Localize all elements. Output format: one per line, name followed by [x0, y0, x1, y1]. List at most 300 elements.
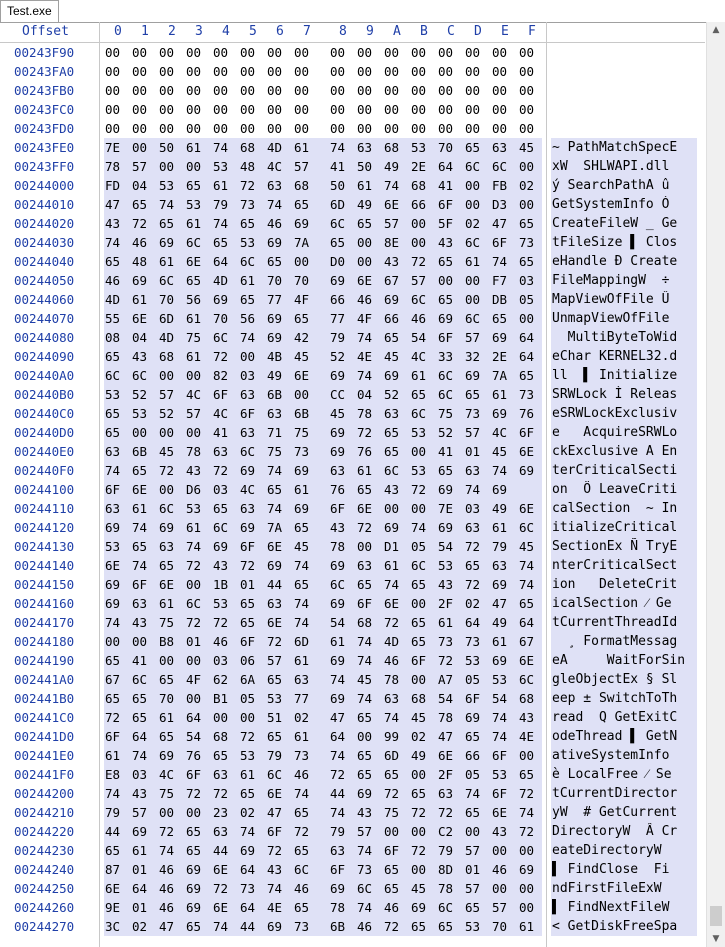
row-offset[interactable]: 00244000: [14, 178, 75, 193]
hex-byte[interactable]: 74: [213, 919, 229, 934]
hex-byte[interactable]: 6F: [492, 786, 508, 801]
hex-byte[interactable]: 65: [294, 197, 310, 212]
hex-byte[interactable]: 61: [492, 634, 508, 649]
hex-byte[interactable]: 70: [438, 140, 454, 155]
hex-byte[interactable]: 72: [384, 786, 400, 801]
hex-byte[interactable]: 00: [411, 672, 427, 687]
hex-byte[interactable]: 65: [105, 691, 121, 706]
ascii-text[interactable]: ativeSystemInfo: [552, 748, 670, 763]
hex-byte[interactable]: 00: [132, 64, 148, 79]
hex-byte[interactable]: 65: [267, 254, 283, 269]
hex-byte[interactable]: 00: [294, 45, 310, 60]
hex-byte[interactable]: 74: [105, 235, 121, 250]
hex-byte[interactable]: 00: [492, 64, 508, 79]
hex-byte[interactable]: 05: [411, 539, 427, 554]
row-offset[interactable]: 002441C0: [14, 710, 75, 725]
hex-byte[interactable]: 02: [240, 805, 256, 820]
hex-byte[interactable]: 65: [294, 520, 310, 535]
hex-byte[interactable]: 69: [267, 235, 283, 250]
row-offset[interactable]: 00244120: [14, 520, 75, 535]
hex-byte[interactable]: 72: [186, 615, 202, 630]
hex-byte[interactable]: 00: [357, 235, 373, 250]
hex-byte[interactable]: 6C: [492, 159, 508, 174]
hex-byte[interactable]: 61: [330, 634, 346, 649]
hex-byte[interactable]: 00: [492, 121, 508, 136]
hex-byte[interactable]: 69: [240, 463, 256, 478]
hex-byte[interactable]: 7E: [105, 140, 121, 155]
hex-byte[interactable]: 65: [465, 140, 481, 155]
hex-byte[interactable]: 6C: [438, 387, 454, 402]
ascii-text[interactable]: è LocalFree ⁄ Se: [552, 767, 672, 782]
hex-byte[interactable]: 69: [105, 596, 121, 611]
hex-byte[interactable]: 00: [240, 710, 256, 725]
hex-byte[interactable]: 61: [294, 482, 310, 497]
hex-byte[interactable]: 72: [465, 577, 481, 592]
hex-byte[interactable]: 00: [438, 273, 454, 288]
hex-byte[interactable]: 74: [384, 577, 400, 592]
hex-byte[interactable]: 43: [438, 235, 454, 250]
hex-byte[interactable]: 00: [159, 425, 175, 440]
hex-byte[interactable]: 00: [267, 102, 283, 117]
ascii-text[interactable]: gleObjectEx § Sl: [552, 672, 678, 687]
hex-byte[interactable]: 46: [411, 311, 427, 326]
hex-byte[interactable]: 74: [357, 653, 373, 668]
hex-byte[interactable]: 46: [159, 881, 175, 896]
hex-byte[interactable]: 72: [240, 729, 256, 744]
hex-byte[interactable]: 69: [330, 558, 346, 573]
hex-byte[interactable]: 05: [240, 691, 256, 706]
hex-byte[interactable]: 75: [384, 805, 400, 820]
hex-byte[interactable]: 74: [357, 634, 373, 649]
hex-byte[interactable]: 41: [132, 653, 148, 668]
hex-byte[interactable]: 74: [519, 558, 535, 573]
hex-byte[interactable]: 63: [330, 843, 346, 858]
hex-byte[interactable]: 70: [159, 691, 175, 706]
hex-byte[interactable]: 65: [294, 843, 310, 858]
hex-byte[interactable]: 6E: [213, 862, 229, 877]
hex-byte[interactable]: 53: [465, 653, 481, 668]
hex-byte[interactable]: 2E: [411, 159, 427, 174]
hex-byte[interactable]: 65: [240, 596, 256, 611]
hex-byte[interactable]: 65: [384, 881, 400, 896]
hex-byte[interactable]: 6B: [267, 387, 283, 402]
hex-byte[interactable]: 72: [519, 824, 535, 839]
hex-byte[interactable]: 3C: [105, 919, 121, 934]
hex-byte[interactable]: 00: [213, 45, 229, 60]
hex-byte[interactable]: 72: [186, 558, 202, 573]
ascii-text[interactable]: tFileSize ▌ Clos: [552, 235, 678, 250]
hex-byte[interactable]: 74: [357, 843, 373, 858]
hex-byte[interactable]: 74: [267, 501, 283, 516]
hex-byte[interactable]: 69: [519, 463, 535, 478]
hex-byte[interactable]: 00: [186, 159, 202, 174]
hex-byte[interactable]: 53: [438, 558, 454, 573]
hex-byte[interactable]: 6C: [465, 235, 481, 250]
hex-byte[interactable]: 65: [384, 862, 400, 877]
hex-byte[interactable]: 01: [132, 900, 148, 915]
hex-byte[interactable]: 00: [132, 140, 148, 155]
hex-byte[interactable]: 6B: [294, 406, 310, 421]
hex-byte[interactable]: 69: [492, 406, 508, 421]
hex-byte[interactable]: 45: [330, 406, 346, 421]
row-offset[interactable]: 00244030: [14, 235, 75, 250]
hex-byte[interactable]: 74: [519, 805, 535, 820]
hex-byte[interactable]: 00: [186, 45, 202, 60]
hex-byte[interactable]: 6E: [438, 748, 454, 763]
hex-byte[interactable]: 75: [159, 615, 175, 630]
hex-byte[interactable]: 57: [267, 653, 283, 668]
hex-byte[interactable]: 03: [519, 273, 535, 288]
hex-byte[interactable]: 00: [465, 292, 481, 307]
hex-byte[interactable]: 65: [294, 577, 310, 592]
hex-byte[interactable]: 61: [186, 140, 202, 155]
hex-byte[interactable]: 46: [213, 634, 229, 649]
hex-byte[interactable]: 74: [357, 368, 373, 383]
ascii-text[interactable]: ndFirstFileExW: [552, 881, 662, 896]
hex-byte[interactable]: 53: [492, 672, 508, 687]
hex-byte[interactable]: 54: [438, 539, 454, 554]
hex-byte[interactable]: 64: [186, 710, 202, 725]
hex-byte[interactable]: 6E: [267, 786, 283, 801]
hex-byte[interactable]: 00: [240, 349, 256, 364]
hex-byte[interactable]: 53: [411, 463, 427, 478]
row-offset[interactable]: 00244170: [14, 615, 75, 630]
hex-byte[interactable]: 53: [105, 387, 121, 402]
hex-byte[interactable]: 74: [159, 843, 175, 858]
hex-byte[interactable]: 69: [330, 653, 346, 668]
hex-byte[interactable]: 68: [519, 691, 535, 706]
hex-byte[interactable]: 65: [159, 558, 175, 573]
hex-byte[interactable]: 63: [240, 501, 256, 516]
hex-byte[interactable]: 6E: [132, 482, 148, 497]
row-offset[interactable]: 00244260: [14, 900, 75, 915]
hex-byte[interactable]: 00: [132, 425, 148, 440]
hex-byte[interactable]: 65: [492, 311, 508, 326]
hex-byte[interactable]: 00: [438, 121, 454, 136]
ascii-text[interactable]: MapViewOfFile Û: [552, 292, 670, 307]
hex-byte[interactable]: 00: [384, 501, 400, 516]
hex-byte[interactable]: 63: [213, 444, 229, 459]
hex-byte[interactable]: 43: [330, 520, 346, 535]
hex-byte[interactable]: 00: [294, 64, 310, 79]
hex-byte[interactable]: 00: [384, 824, 400, 839]
hex-byte[interactable]: 4C: [267, 159, 283, 174]
hex-byte[interactable]: 00: [519, 311, 535, 326]
hex-byte[interactable]: 57: [159, 387, 175, 402]
hex-byte[interactable]: 63: [294, 672, 310, 687]
hex-byte[interactable]: 43: [105, 216, 121, 231]
hex-byte[interactable]: 65: [465, 387, 481, 402]
hex-byte[interactable]: 65: [438, 292, 454, 307]
hex-byte[interactable]: 61: [159, 596, 175, 611]
hex-byte[interactable]: C2: [438, 824, 454, 839]
hex-byte[interactable]: 65: [519, 216, 535, 231]
hex-byte[interactable]: 4D: [105, 292, 121, 307]
hex-byte[interactable]: 6C: [438, 368, 454, 383]
hex-byte[interactable]: 78: [330, 900, 346, 915]
hex-byte[interactable]: 61: [159, 254, 175, 269]
hex-byte[interactable]: 00: [384, 102, 400, 117]
ascii-text[interactable]: ll ▌ Initialize: [552, 368, 678, 383]
hex-byte[interactable]: 6C: [186, 235, 202, 250]
hex-byte[interactable]: 6C: [240, 444, 256, 459]
ascii-text[interactable]: on Ö LeaveCriti: [552, 482, 678, 497]
ascii-text[interactable]: eHandle Ð Create: [552, 254, 678, 269]
hex-byte[interactable]: 00: [330, 83, 346, 98]
hex-byte[interactable]: 74: [492, 710, 508, 725]
hex-byte[interactable]: 4D: [384, 634, 400, 649]
hex-byte[interactable]: 65: [411, 577, 427, 592]
hex-byte[interactable]: 00: [213, 710, 229, 725]
hex-byte[interactable]: 04: [357, 387, 373, 402]
scroll-down-button[interactable]: [707, 931, 725, 947]
hex-byte[interactable]: 44: [213, 843, 229, 858]
hex-byte[interactable]: 00: [159, 482, 175, 497]
hex-byte[interactable]: 69: [519, 862, 535, 877]
hex-byte[interactable]: 63: [159, 539, 175, 554]
hex-byte[interactable]: 45: [384, 349, 400, 364]
hex-byte[interactable]: 52: [330, 349, 346, 364]
hex-byte[interactable]: 69: [240, 520, 256, 535]
hex-byte[interactable]: 6C: [240, 254, 256, 269]
hex-byte[interactable]: 00: [357, 83, 373, 98]
hex-byte[interactable]: 45: [294, 349, 310, 364]
row-offset[interactable]: 002441B0: [14, 691, 75, 706]
hex-byte[interactable]: 79: [213, 197, 229, 212]
hex-byte[interactable]: 6F: [186, 767, 202, 782]
hex-byte[interactable]: 00: [384, 83, 400, 98]
hex-byte[interactable]: 72: [411, 254, 427, 269]
hex-byte[interactable]: 7A: [294, 235, 310, 250]
hex-byte[interactable]: 65: [384, 444, 400, 459]
hex-byte[interactable]: 69: [492, 482, 508, 497]
hex-byte[interactable]: DB: [492, 292, 508, 307]
hex-byte[interactable]: 00: [105, 45, 121, 60]
hex-byte[interactable]: 05: [519, 292, 535, 307]
hex-byte[interactable]: 62: [213, 672, 229, 687]
hex-byte[interactable]: 6E: [105, 558, 121, 573]
hex-byte[interactable]: FD: [105, 178, 121, 193]
hex-byte[interactable]: 69: [267, 311, 283, 326]
row-offset[interactable]: 002440B0: [14, 387, 75, 402]
hex-byte[interactable]: CC: [330, 387, 346, 402]
hex-byte[interactable]: 63: [330, 463, 346, 478]
hex-byte[interactable]: 6E: [294, 368, 310, 383]
hex-byte[interactable]: 00: [132, 634, 148, 649]
hex-byte[interactable]: 72: [132, 216, 148, 231]
hex-byte[interactable]: 6C: [105, 368, 121, 383]
row-offset[interactable]: 00243FF0: [14, 159, 75, 174]
hex-byte[interactable]: 53: [132, 406, 148, 421]
hex-byte[interactable]: D1: [384, 539, 400, 554]
hex-byte[interactable]: 01: [240, 577, 256, 592]
hex-byte[interactable]: 74: [240, 824, 256, 839]
hex-byte[interactable]: 2E: [492, 349, 508, 364]
hex-byte[interactable]: 74: [267, 881, 283, 896]
hex-byte[interactable]: 99: [384, 729, 400, 744]
hex-byte[interactable]: 6E: [267, 539, 283, 554]
hex-byte[interactable]: 6F: [330, 862, 346, 877]
hex-byte[interactable]: 47: [438, 729, 454, 744]
row-offset[interactable]: 00243F90: [14, 45, 75, 60]
hex-byte[interactable]: 52: [132, 387, 148, 402]
hex-byte[interactable]: 69: [267, 558, 283, 573]
hex-byte[interactable]: 68: [240, 140, 256, 155]
hex-byte[interactable]: 69: [330, 691, 346, 706]
hex-byte[interactable]: 74: [492, 729, 508, 744]
hex-byte[interactable]: 69: [411, 900, 427, 915]
hex-byte[interactable]: 63: [240, 425, 256, 440]
hex-byte[interactable]: 69: [465, 710, 481, 725]
hex-byte[interactable]: 00: [159, 653, 175, 668]
hex-byte[interactable]: 65: [240, 615, 256, 630]
hex-byte[interactable]: 61: [357, 178, 373, 193]
row-offset[interactable]: 00244080: [14, 330, 75, 345]
hex-byte[interactable]: 61: [132, 501, 148, 516]
hex-byte[interactable]: 75: [267, 444, 283, 459]
hex-byte[interactable]: 1B: [213, 577, 229, 592]
hex-byte[interactable]: 64: [465, 615, 481, 630]
hex-byte[interactable]: 00: [132, 102, 148, 117]
hex-byte[interactable]: 46: [492, 862, 508, 877]
hex-byte[interactable]: 72: [438, 805, 454, 820]
ascii-text[interactable]: yW # GetCurrent: [552, 805, 678, 820]
hex-byte[interactable]: 72: [465, 539, 481, 554]
hex-byte[interactable]: 46: [357, 292, 373, 307]
hex-byte[interactable]: 57: [411, 273, 427, 288]
hex-byte[interactable]: 74: [105, 615, 121, 630]
ascii-text[interactable]: ckExclusive A En: [552, 444, 678, 459]
hex-byte[interactable]: 6E: [105, 881, 121, 896]
hex-byte[interactable]: 00: [357, 121, 373, 136]
hex-byte[interactable]: 68: [357, 615, 373, 630]
hex-byte[interactable]: 65: [519, 254, 535, 269]
hex-byte[interactable]: 4E: [267, 900, 283, 915]
hex-byte[interactable]: 00: [411, 767, 427, 782]
hex-byte[interactable]: 00: [159, 64, 175, 79]
hex-byte[interactable]: 4D: [159, 330, 175, 345]
row-offset[interactable]: 00244160: [14, 596, 75, 611]
hex-byte[interactable]: 63: [213, 824, 229, 839]
ascii-text[interactable]: eSRWLockExclusiv: [552, 406, 678, 421]
row-offset[interactable]: 00244100: [14, 482, 75, 497]
tab-test-exe[interactable]: Test.exe: [0, 0, 59, 22]
hex-byte[interactable]: 79: [438, 843, 454, 858]
ascii-text[interactable]: itializeCritical: [552, 520, 678, 535]
hex-byte[interactable]: 64: [438, 159, 454, 174]
hex-byte[interactable]: 74: [330, 672, 346, 687]
hex-byte[interactable]: 54: [438, 691, 454, 706]
hex-byte[interactable]: 00: [105, 64, 121, 79]
hex-byte[interactable]: 6C: [330, 577, 346, 592]
hex-byte[interactable]: 64: [519, 615, 535, 630]
hex-byte[interactable]: 74: [519, 577, 535, 592]
hex-byte[interactable]: 6F: [411, 653, 427, 668]
hex-byte[interactable]: 55: [105, 311, 121, 326]
hex-byte[interactable]: 41: [438, 444, 454, 459]
hex-byte[interactable]: 6E: [267, 615, 283, 630]
hex-byte[interactable]: 61: [213, 178, 229, 193]
hex-byte[interactable]: 79: [330, 824, 346, 839]
hex-byte[interactable]: 41: [330, 159, 346, 174]
hex-byte[interactable]: 00: [186, 368, 202, 383]
hex-byte[interactable]: 65: [240, 786, 256, 801]
hex-byte[interactable]: 74: [384, 178, 400, 193]
hex-byte[interactable]: 65: [105, 254, 121, 269]
hex-byte[interactable]: 69: [105, 520, 121, 535]
hex-byte[interactable]: 63: [384, 406, 400, 421]
hex-byte[interactable]: 4F: [186, 672, 202, 687]
hex-byte[interactable]: 00: [240, 102, 256, 117]
hex-byte[interactable]: 41: [438, 178, 454, 193]
hex-byte[interactable]: 23: [213, 805, 229, 820]
hex-byte[interactable]: 72: [384, 615, 400, 630]
hex-byte[interactable]: 69: [330, 425, 346, 440]
hex-byte[interactable]: 6C: [186, 596, 202, 611]
hex-byte[interactable]: 00: [438, 64, 454, 79]
hex-byte[interactable]: 65: [105, 843, 121, 858]
hex-byte[interactable]: 45: [519, 539, 535, 554]
hex-byte[interactable]: 65: [519, 767, 535, 782]
row-offset[interactable]: 00244240: [14, 862, 75, 877]
hex-byte[interactable]: 6F: [267, 824, 283, 839]
hex-byte[interactable]: 78: [186, 444, 202, 459]
ascii-text[interactable]: eateDirectoryW: [552, 843, 662, 858]
hex-byte[interactable]: 54: [330, 615, 346, 630]
hex-byte[interactable]: 69: [384, 292, 400, 307]
hex-byte[interactable]: 67: [384, 273, 400, 288]
hex-byte[interactable]: 6C: [330, 216, 346, 231]
hex-byte[interactable]: 65: [132, 197, 148, 212]
hex-byte[interactable]: 00: [411, 216, 427, 231]
hex-byte[interactable]: 73: [294, 748, 310, 763]
hex-byte[interactable]: 46: [294, 881, 310, 896]
ascii-text[interactable]: terCriticalSecti: [552, 463, 678, 478]
hex-byte[interactable]: 74: [411, 520, 427, 535]
hex-byte[interactable]: 74: [267, 463, 283, 478]
hex-byte[interactable]: 74: [384, 710, 400, 725]
hex-byte[interactable]: 47: [330, 710, 346, 725]
hex-byte[interactable]: 67: [105, 672, 121, 687]
hex-byte[interactable]: 69: [294, 463, 310, 478]
hex-byte[interactable]: 53: [411, 425, 427, 440]
hex-byte[interactable]: 00: [411, 45, 427, 60]
hex-byte[interactable]: 00: [105, 121, 121, 136]
hex-byte[interactable]: 48: [240, 159, 256, 174]
hex-byte[interactable]: 08: [105, 330, 121, 345]
hex-byte[interactable]: 78: [438, 881, 454, 896]
hex-byte[interactable]: 49: [357, 197, 373, 212]
hex-byte[interactable]: 00: [267, 121, 283, 136]
vertical-scrollbar[interactable]: [706, 22, 725, 947]
hex-byte[interactable]: 00: [159, 121, 175, 136]
hex-byte[interactable]: 63: [132, 596, 148, 611]
hex-byte[interactable]: 00: [465, 102, 481, 117]
hex-byte[interactable]: 65: [357, 767, 373, 782]
hex-byte[interactable]: 72: [267, 634, 283, 649]
hex-byte[interactable]: 73: [438, 634, 454, 649]
hex-byte[interactable]: 74: [132, 520, 148, 535]
hex-byte[interactable]: 00: [411, 83, 427, 98]
hex-byte[interactable]: 03: [465, 501, 481, 516]
hex-byte[interactable]: 73: [294, 919, 310, 934]
hex-byte[interactable]: 6C: [132, 672, 148, 687]
hex-byte[interactable]: 00: [294, 102, 310, 117]
ascii-text[interactable]: read Q GetExitC: [552, 710, 678, 725]
hex-byte[interactable]: 65: [519, 596, 535, 611]
hex-byte[interactable]: 00: [357, 254, 373, 269]
hex-byte[interactable]: 72: [411, 843, 427, 858]
